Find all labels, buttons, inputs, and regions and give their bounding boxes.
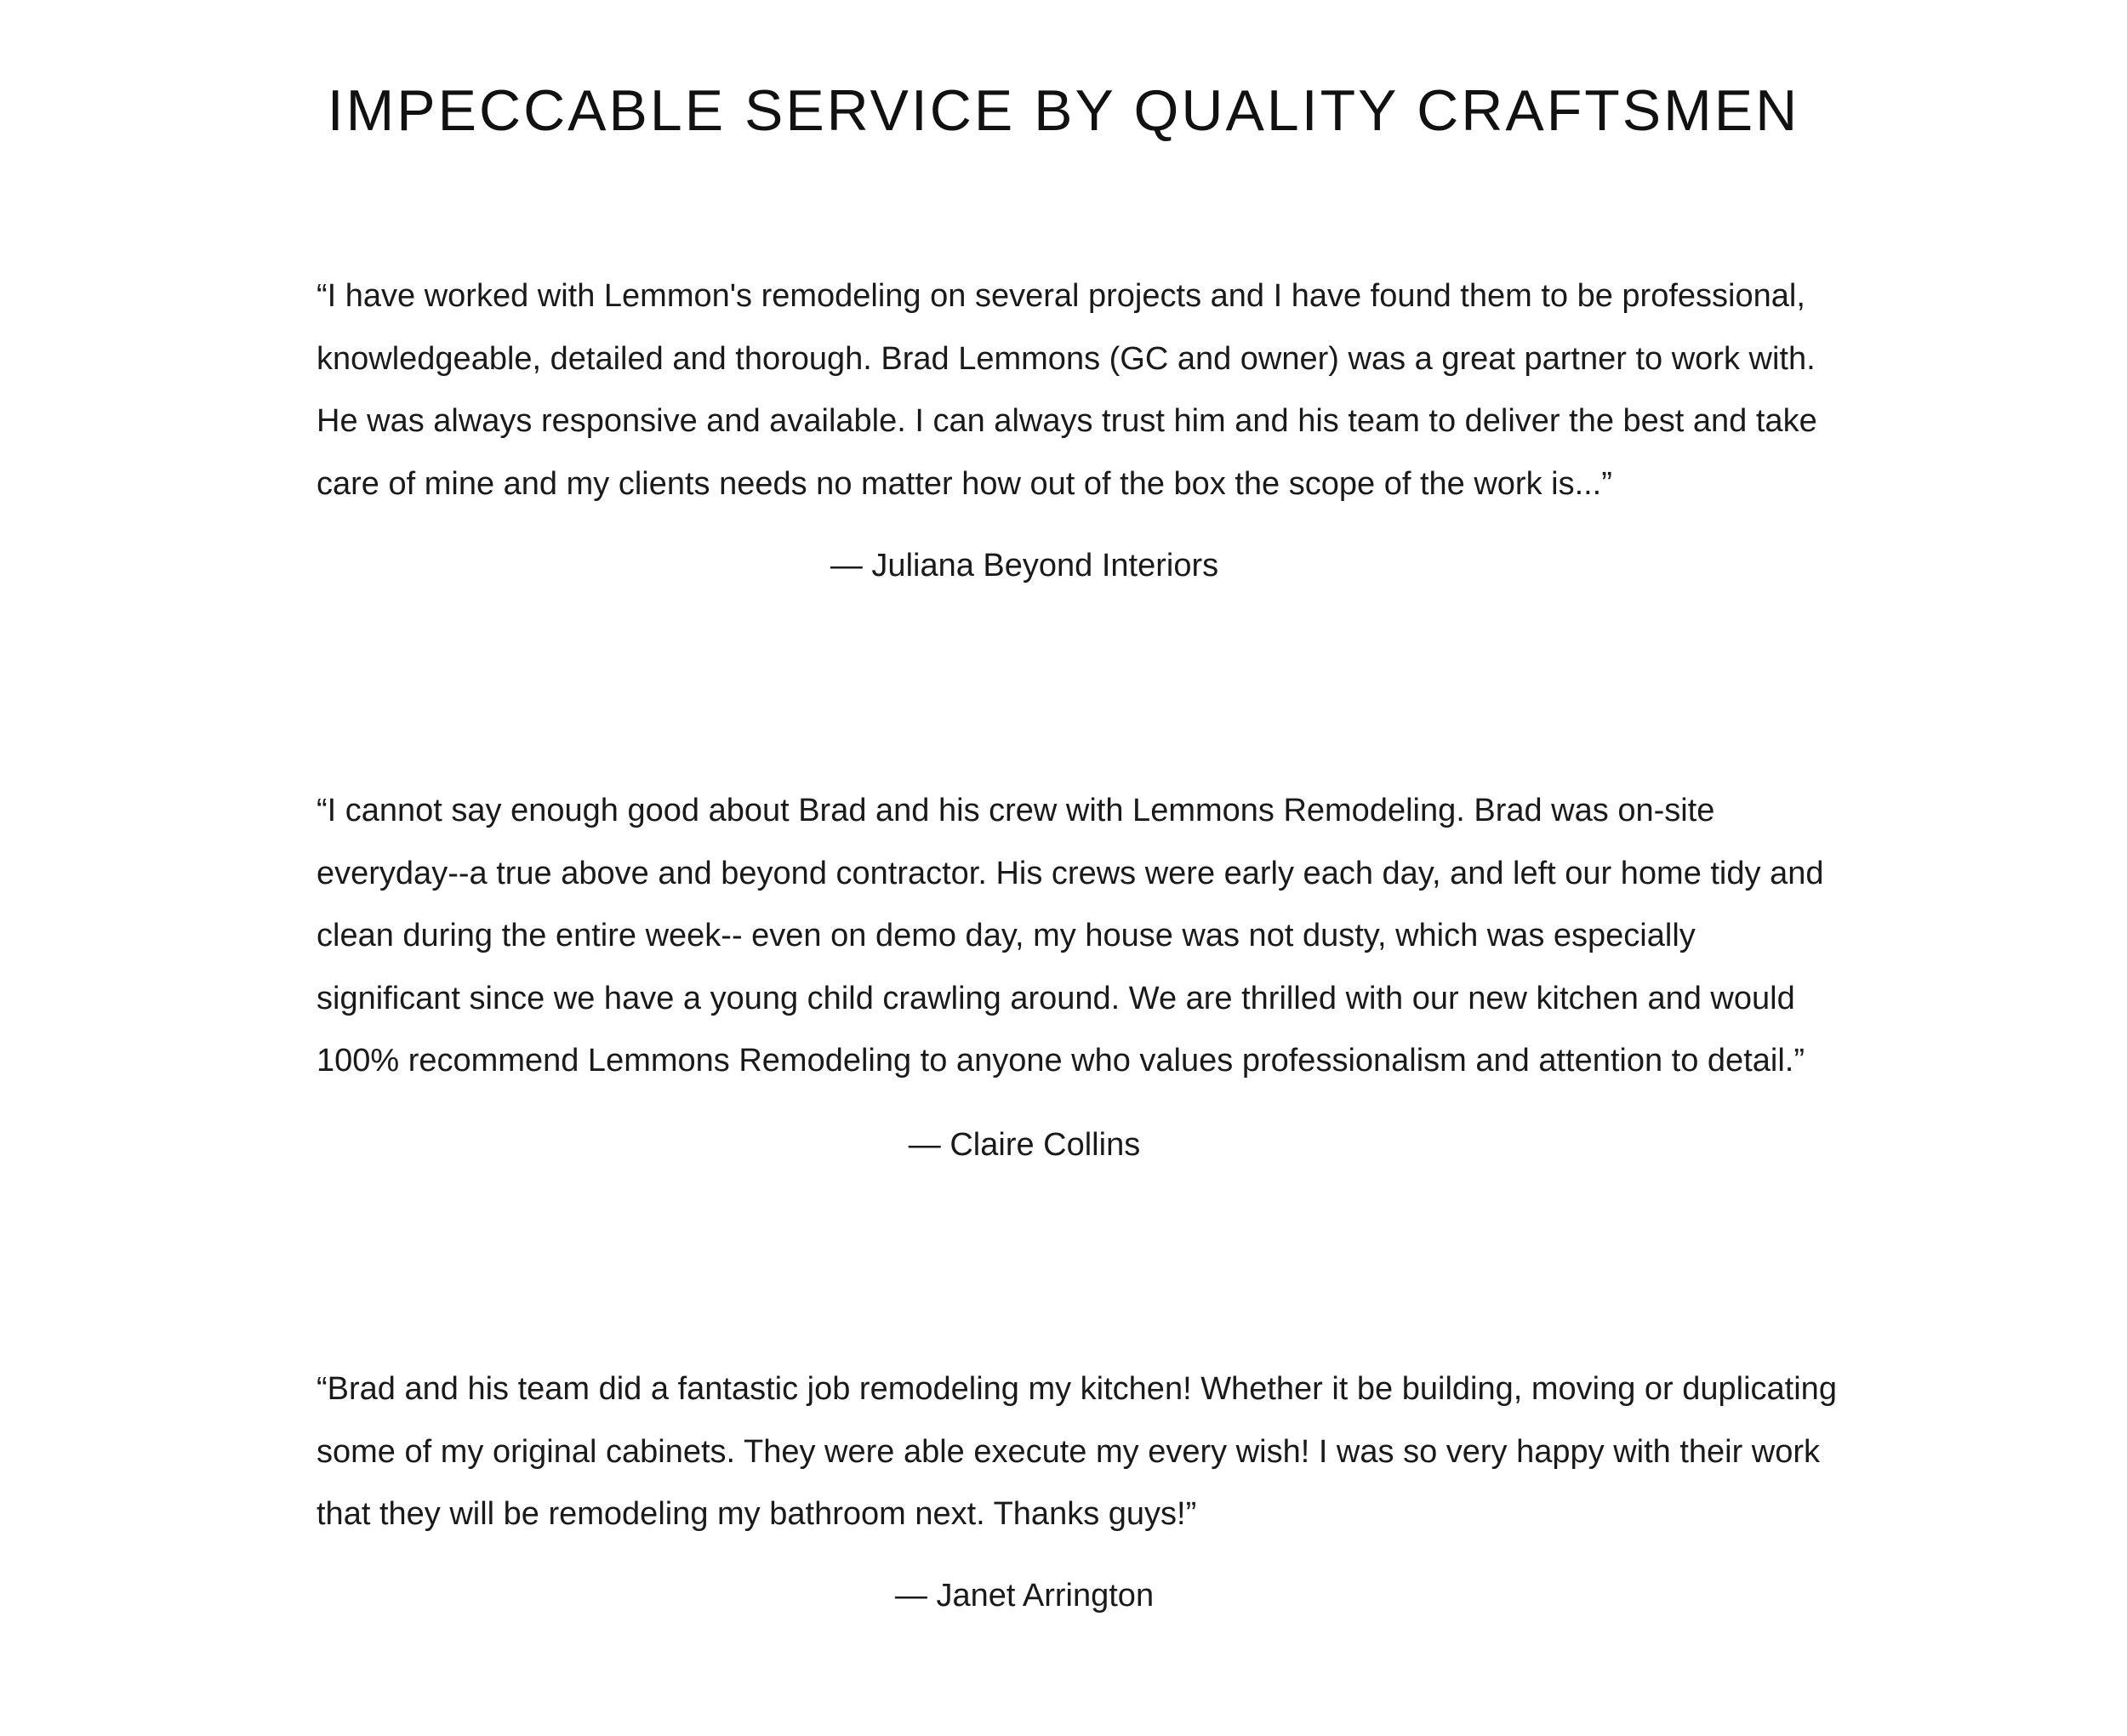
testimonial bbox=[316, 780, 1848, 1166]
testimonial-author: — Juliana Beyond Interiors bbox=[830, 548, 1219, 583]
testimonial-quote: “I cannot say enough good about Brad and his crew with Lemmons Remodeling. Brad was on-site everyday--a true above and beyond contractor. His crews were early each day, and left our home tidy and clean during the entire week-- even on demo day, my house was not dusty, which was especially significant since we have a young child crawling around. We are thrilled with our new kitchen and would 100% recommend Lemmons Remodeling to anyone who values professionalism and attention to detail.” bbox=[316, 793, 1824, 1079]
testimonial bbox=[316, 1358, 1848, 1617]
testimonial-quote: “I have worked with Lemmon's remodeling on several projects and I have found them to be professional, knowledgeable, detailed and thorough. Brad Lemmons (GC and owner) was a great partner to work with. He was always responsive and available. I can always trust him and his team to deliver the best and take care of mine and my clients needs no matter how out of the box the scope of the work is...” bbox=[316, 278, 1817, 502]
testimonial-quote: “Brad and his team did a fantastic job remodeling my kitchen! Whether it be building, moving or duplicating some of my original cabinets. They were able execute my every wish! I was so very happy with their work that they will be remodeling my bathroom next. Thanks guys!” bbox=[316, 1371, 1837, 1532]
testimonial-author: — Claire Collins bbox=[908, 1126, 1141, 1163]
page-title: IMPECCABLE SERVICE BY QUALITY CRAFTSMEN bbox=[327, 78, 1800, 143]
testimonial bbox=[316, 265, 1848, 587]
testimonial-author: — Janet Arrington bbox=[894, 1577, 1155, 1614]
